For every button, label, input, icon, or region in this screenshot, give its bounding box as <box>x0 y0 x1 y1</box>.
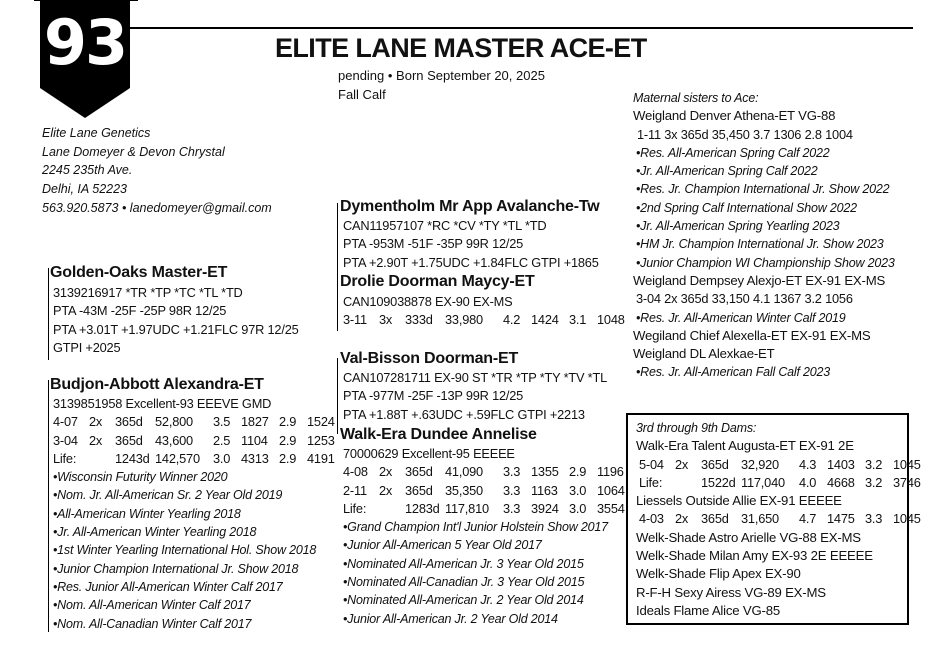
record-cell: 3.2 <box>865 474 883 490</box>
sire-dam-block <box>340 273 631 330</box>
sire-reg: 3139216917 *TR *TP *TC *TL *TD <box>53 285 243 300</box>
sister1-honors <box>636 144 895 272</box>
dam-name-item: Welk-Shade Astro Arielle VG-88 EX-MS <box>636 529 861 545</box>
dam-bracket <box>48 380 49 632</box>
record-cell: 2x <box>379 482 393 498</box>
lot-badge <box>40 0 130 118</box>
breeder-contact: 563.920.5873 • lanedomeyer@gmail.com <box>42 200 272 215</box>
dam-sire-reg: CAN107281711 EX-90 ST *TR *TP *TY *TV *TL <box>343 370 607 385</box>
record-cell: 1104 <box>241 432 268 448</box>
record-cell: 4191 <box>307 450 335 466</box>
record-row <box>343 463 631 481</box>
record-cell: 1163 <box>531 482 558 498</box>
record-cell: 52,800 <box>155 414 193 430</box>
sire-pta-1: PTA -43M -25F -25P 98R 12/25 <box>53 303 227 319</box>
dam-name-item: Ideals Flame Alice VG-85 <box>636 602 780 618</box>
record-cell: 142,570 <box>155 450 200 466</box>
record-cell: 2.9 <box>569 464 587 480</box>
sire-sire-name: Dymentholm Mr App Avalanche-Tw <box>340 198 600 215</box>
record-cell: 3.3 <box>503 500 521 516</box>
sire-dam-name: Drolie Doorman Maycy-ET <box>340 273 535 290</box>
honor-item: •Junior Champion International Jr. Show 2018 <box>53 561 299 576</box>
record-cell: 2x <box>89 432 103 448</box>
record-row <box>639 474 927 492</box>
sire-gtpi: GTPI +2025 <box>53 339 121 355</box>
record-row <box>53 450 341 468</box>
honor-item: •1st Winter Yearling International Hol. Show 2018 <box>53 543 317 558</box>
dams-box <box>626 413 921 625</box>
dam-dam-block <box>340 426 631 628</box>
sire-sire-pta-1: PTA -953M -51F -35P 99R 12/25 <box>343 236 524 252</box>
dam-records <box>53 413 341 468</box>
record-cell: 1196 <box>597 464 624 480</box>
record-row <box>639 456 927 474</box>
record-cell: 3.3 <box>503 464 521 480</box>
record-cell: 3.1 <box>569 312 587 328</box>
record-cell: 3554 <box>597 500 625 516</box>
honor-item: •Res. Junior All-American Winter Calf 2017 <box>53 579 283 594</box>
record-cell: 365d <box>701 456 729 472</box>
sister2-honors <box>636 309 895 327</box>
record-cell: 43,600 <box>155 432 193 448</box>
sister1-name: Weigland Denver Athena-ET VG-88 <box>633 108 836 124</box>
honor-item: •HM Jr. Champion International Jr. Show 2023 <box>636 237 884 252</box>
record-cell: 4668 <box>827 474 855 490</box>
record-row <box>53 413 341 431</box>
record-cell: 4.0 <box>799 474 817 490</box>
sire-pta-2: PTA +3.01T +1.97UDC +1.21FLC 97R 12/25 <box>53 321 299 337</box>
dam-honors <box>53 468 341 633</box>
record-cell: 1048 <box>597 312 625 328</box>
record-cell: 41,090 <box>445 464 483 480</box>
honor-item: •Nom. Jr. All-American Sr. 2 Year Old 2019 <box>53 488 283 503</box>
record-cell: 3.0 <box>569 500 587 516</box>
honor-item: •Junior All-American Jr. 2 Year Old 2014 <box>343 611 558 626</box>
record-cell: 2x <box>379 464 393 480</box>
dams-box-heading: 3rd through 9th Dams: <box>636 421 757 435</box>
record-cell: 2x <box>89 414 103 430</box>
dam-name-item: Welk-Shade Milan Amy EX-93 2E EEEEE <box>636 548 873 564</box>
dam-sire-block <box>340 350 607 424</box>
record-cell: 365d <box>405 482 433 498</box>
dam-reg: 3139851958 Excellent-93 EEEVE GMD <box>53 396 272 411</box>
breeder-city: Delhi, IA 52223 <box>42 182 128 197</box>
record-cell: 2.9 <box>279 432 297 448</box>
dam-dam-reg: 70000629 Excellent-95 EEEEE <box>343 446 515 461</box>
honor-item: •Res. Jr. All-American Fall Calf 2023 <box>636 365 831 380</box>
record-cell: 1424 <box>531 312 559 328</box>
dam-sire-pta-1: PTA -977M -25F -13P 99R 12/25 <box>343 388 524 404</box>
dam4-records <box>639 510 927 528</box>
record-cell: 1045 <box>893 456 921 472</box>
record-cell: 4.3 <box>799 456 817 472</box>
dam-pedigree-bracket <box>337 358 338 434</box>
record-cell: 35,350 <box>445 482 483 498</box>
record-cell: 1475 <box>827 511 855 527</box>
record-cell: 365d <box>405 464 433 480</box>
honor-item: •Jr. All-American Spring Calf 2022 <box>636 164 818 179</box>
header-rule <box>130 27 913 29</box>
record-cell: 1045 <box>893 511 921 527</box>
record-cell: 2.9 <box>279 450 297 466</box>
subtitle-season: Fall Calf <box>338 87 386 102</box>
record-cell: 2x <box>675 456 689 472</box>
dam-dam-name: Walk-Era Dundee Annelise <box>340 426 537 443</box>
record-cell: 3924 <box>531 500 559 516</box>
record-cell: 2.9 <box>279 414 297 430</box>
dam3-name: Walk-Era Talent Augusta-ET EX-91 2E <box>636 438 854 454</box>
sister4-name: Weigland DL Alexkae-ET <box>633 346 775 362</box>
record-row <box>53 432 341 450</box>
honor-item: •Jr. All-American Spring Yearling 2023 <box>636 219 840 234</box>
dam-dam-honors <box>343 518 631 628</box>
record-cell: 3.3 <box>503 482 521 498</box>
record-cell: 4.2 <box>503 312 521 328</box>
dam-name-item: R-F-H Sexy Airess VG-89 EX-MS <box>636 584 826 600</box>
dam-sire-pta-2: PTA +1.88T +.63UDC +.59FLC GTPI +2213 <box>343 406 585 422</box>
sire-sire-pta-2: PTA +2.90T +1.75UDC +1.84FLC GTPI +1865 <box>343 254 599 270</box>
subtitle-birth: pending • Born September 20, 2025 <box>338 68 545 83</box>
other-dams <box>636 529 927 620</box>
honor-item: •All-American Winter Yearling 2018 <box>53 506 241 521</box>
record-cell: 2-11 <box>343 482 367 498</box>
record-cell: 365d <box>115 432 143 448</box>
record-cell: 3.2 <box>865 456 883 472</box>
page-title: ELITE LANE MASTER ACE-ET <box>275 33 647 63</box>
record-cell: 4-03 <box>639 511 664 527</box>
record-cell: 365d <box>115 414 143 430</box>
sire-block <box>50 264 299 357</box>
sister3-name: Wegiland Chief Alexella-ET EX-91 EX-MS <box>633 327 871 343</box>
honor-item: •Res. Jr. All-American Winter Calf 2019 <box>636 310 846 325</box>
record-cell: 1522d <box>701 474 736 490</box>
record-cell: 31,650 <box>741 511 779 527</box>
sire-sire-block <box>340 198 600 272</box>
dam-name-item: Welk-Shade Flip Apex EX-90 <box>636 566 801 582</box>
record-cell: 3.0 <box>213 450 231 466</box>
sister2-record: 3-04 2x 365d 33,150 4.1 1367 3.2 1056 <box>636 291 853 307</box>
record-cell: 4.7 <box>799 511 817 527</box>
record-cell: 365d <box>701 511 729 527</box>
sire-pedigree-bracket <box>337 203 338 331</box>
maternal-sisters <box>633 89 895 382</box>
record-row <box>343 482 631 500</box>
top-tick-line <box>34 0 138 1</box>
dam-sire-name: Val-Bisson Doorman-ET <box>340 350 519 367</box>
sire-dam-reg: CAN109038878 EX-90 EX-MS <box>343 294 513 309</box>
maternal-heading: Maternal sisters to Ace: <box>633 91 759 105</box>
record-cell: 1524 <box>307 414 335 430</box>
dam-dam-records <box>343 463 631 518</box>
record-cell: 1355 <box>531 464 559 480</box>
breeder-owners: Lane Domeyer & Devon Chrystal <box>42 144 225 159</box>
record-row <box>343 500 631 518</box>
record-row <box>639 510 927 528</box>
breeder-street: 2245 235th Ave. <box>42 163 133 178</box>
breeder-info <box>42 124 272 218</box>
honor-item: •Grand Champion Int'l Junior Holstein Show 2017 <box>343 520 608 535</box>
honor-item: •Nominated All-Canadian Jr. 3 Year Old 2015 <box>343 575 585 590</box>
sister1-record: 1-11 3x 365d 35,450 3.7 1306 2.8 1004 <box>637 126 853 142</box>
honor-item: •Nominated All-American Jr. 3 Year Old 2015 <box>343 556 584 571</box>
honor-item: •Nom. All-Canadian Winter Calf 2017 <box>53 616 252 631</box>
honor-item: •2nd Spring Calf International Show 2022 <box>636 200 857 215</box>
record-cell: 33,980 <box>445 312 483 328</box>
record-cell: 3746 <box>893 474 921 490</box>
record-cell: 1064 <box>597 482 625 498</box>
dam4-name: Liessels Outside Allie EX-91 EEEEE <box>636 493 842 509</box>
record-cell: 2.5 <box>213 432 231 448</box>
record-cell: Life: <box>639 474 663 490</box>
honor-item: •Res. All-American Spring Calf 2022 <box>636 145 830 160</box>
breeder-name: Elite Lane Genetics <box>42 126 151 140</box>
record-cell: 3x <box>379 312 393 328</box>
sister4-honors <box>636 363 895 381</box>
record-cell: 4-07 <box>53 414 78 430</box>
honor-item: •Nominated All-American Jr. 2 Year Old 2014 <box>343 593 584 608</box>
record-cell: 4-08 <box>343 464 368 480</box>
record-cell: 3.5 <box>213 414 231 430</box>
honor-item: •Wisconsin Futurity Winner 2020 <box>53 470 228 485</box>
record-cell: 1253 <box>307 432 335 448</box>
record-cell: 1243d <box>115 450 150 466</box>
record-cell: 2x <box>675 511 689 527</box>
record-cell: 3-04 <box>53 432 78 448</box>
record-cell: 333d <box>405 312 433 328</box>
dam-name: Budjon-Abbott Alexandra-ET <box>50 376 264 393</box>
dam-block <box>50 376 341 633</box>
record-cell: 117,040 <box>741 474 785 490</box>
honor-item: •Jr. All-American Winter Yearling 2018 <box>53 525 257 540</box>
honor-item: •Junior All-American 5 Year Old 2017 <box>343 538 542 553</box>
record-row <box>343 311 631 329</box>
record-cell: Life: <box>53 450 77 466</box>
sire-bracket <box>48 268 49 360</box>
record-cell: 1827 <box>241 414 269 430</box>
sister2-name: Weigland Dempsey Alexjo-ET EX-91 EX-MS <box>633 272 886 288</box>
sire-sire-reg: CAN11957107 *RC *CV *TY *TL *TD <box>343 218 547 233</box>
record-cell: 3-11 <box>343 312 367 328</box>
record-cell: 3.3 <box>865 511 883 527</box>
record-cell: 5-04 <box>639 456 664 472</box>
honor-item: •Nom. All-American Winter Calf 2017 <box>53 598 251 613</box>
record-cell: 1283d <box>405 500 440 516</box>
record-cell: 3.0 <box>569 482 587 498</box>
honor-item: •Junior Champion WI Championship Show 2023 <box>636 255 895 270</box>
honor-item: •Res. Jr. Champion International Jr. Show 2022 <box>636 182 890 197</box>
record-cell: 117,810 <box>445 500 489 516</box>
lot-number: 93 <box>43 6 127 79</box>
record-cell: 32,920 <box>741 456 779 472</box>
sire-dam-records <box>343 311 631 329</box>
record-cell: 1403 <box>827 456 855 472</box>
record-cell: 4313 <box>241 450 269 466</box>
dam3-records <box>639 456 927 493</box>
sire-name: Golden-Oaks Master-ET <box>50 264 228 281</box>
record-cell: Life: <box>343 500 367 516</box>
